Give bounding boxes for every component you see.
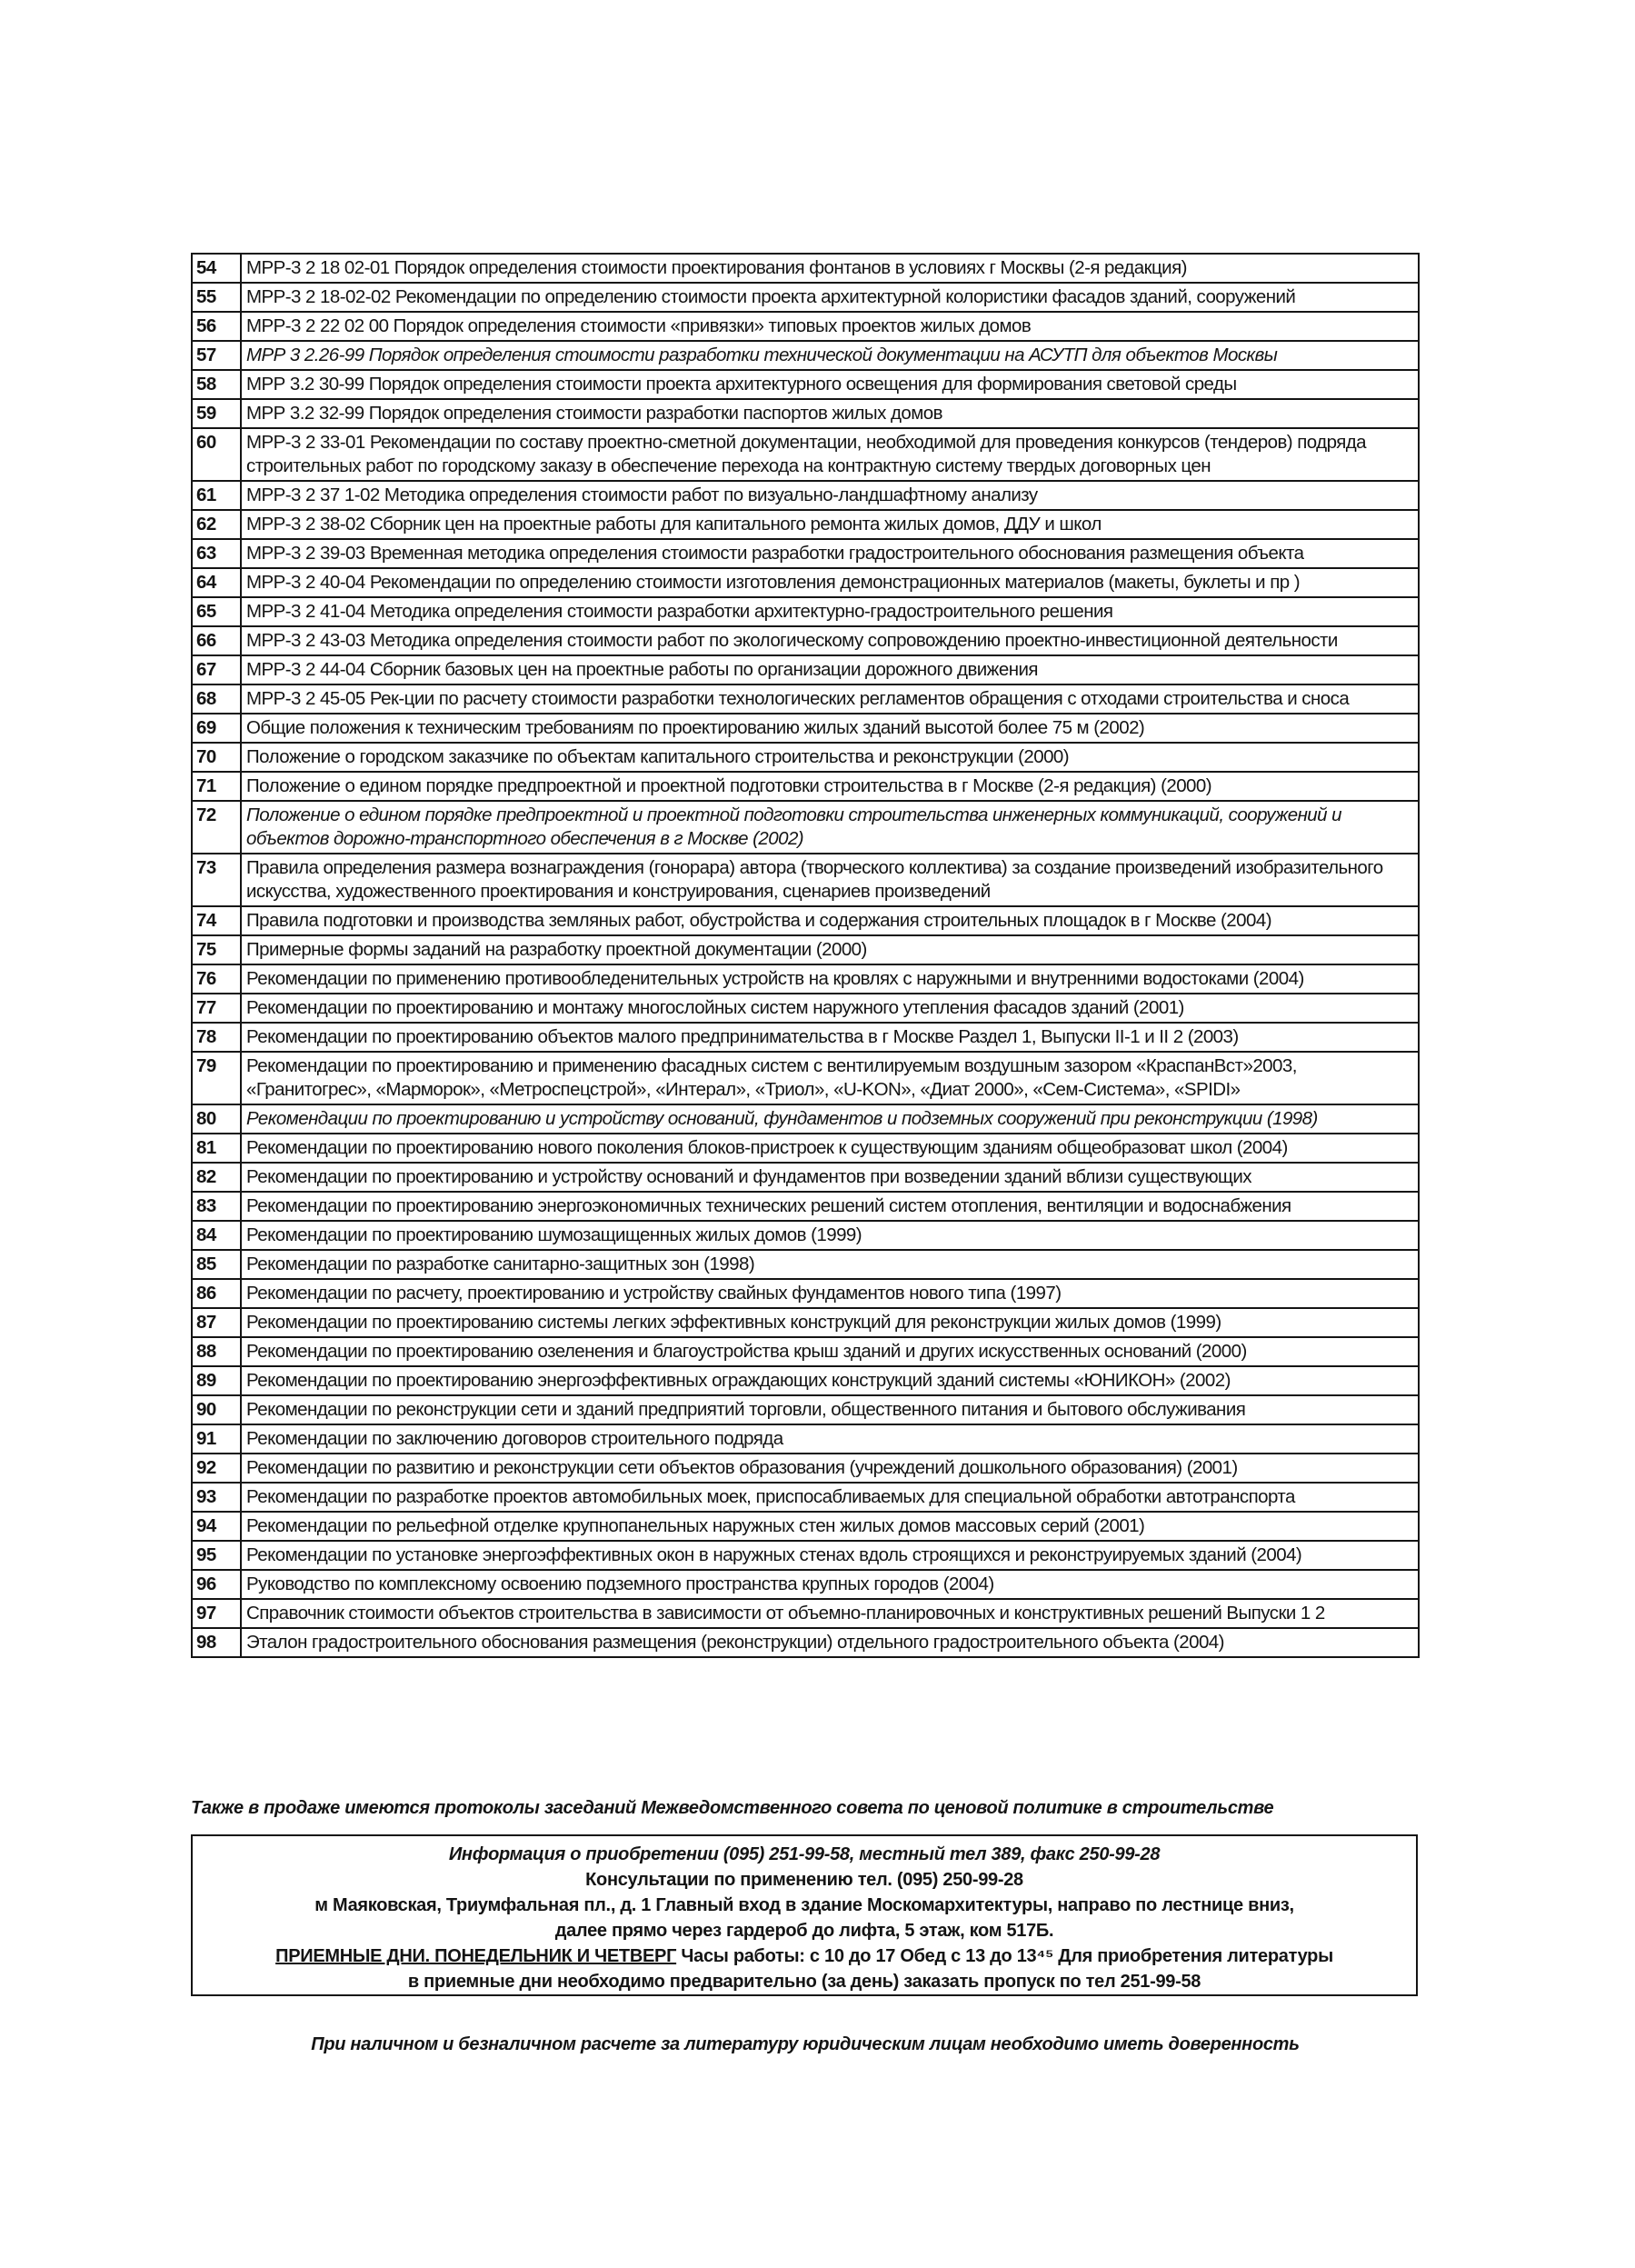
row-number: 95 xyxy=(192,1541,241,1570)
row-number: 70 xyxy=(192,743,241,772)
table-row xyxy=(192,1308,1419,1337)
row-number: 73 xyxy=(192,854,241,906)
table-row xyxy=(192,597,1419,626)
row-number: 57 xyxy=(192,341,241,370)
also-on-sale-note: Также в продаже имеются протоколы заседаний Межведомственного совета по ценовой политике в строительстве xyxy=(191,1798,1274,1818)
row-number: 76 xyxy=(192,964,241,994)
row-number: 98 xyxy=(192,1628,241,1657)
table-row xyxy=(192,854,1419,906)
document-title: МРР-3 2 39-03 Временная методика определения стоимости разработки градостроительного обоснования размещения объекта xyxy=(241,539,1419,568)
row-number: 71 xyxy=(192,772,241,801)
document-title: Рекомендации по проектированию шумозащищенных жилых домов (1999) xyxy=(241,1221,1419,1250)
document-title: МРР 3.2 32-99 Порядок определения стоимости разработки паспортов жилых домов xyxy=(241,399,1419,428)
table-row xyxy=(192,655,1419,684)
row-number: 81 xyxy=(192,1134,241,1163)
row-number: 64 xyxy=(192,568,241,597)
row-number: 91 xyxy=(192,1424,241,1454)
address-line: м Маяковская, Триумфальная пл., д. 1 Главный вход в здание Москомархитектуры, направо по лестнице вниз, xyxy=(314,1895,1294,1915)
table-row xyxy=(192,1023,1419,1052)
row-number: 96 xyxy=(192,1570,241,1599)
document-title: МРР-3 2 22 02 00 Порядок определения стоимости «привязки» типовых проектов жилых домов xyxy=(241,312,1419,341)
document-title: Рекомендации по реконструкции сети и зданий предприятий торговли, общественного питания и бытового обслуживания xyxy=(241,1395,1419,1424)
row-number: 88 xyxy=(192,1337,241,1366)
document-list-table xyxy=(191,253,1420,1658)
table-row xyxy=(192,626,1419,655)
row-number: 80 xyxy=(192,1104,241,1134)
table-row xyxy=(192,1512,1419,1541)
table-row xyxy=(192,743,1419,772)
document-title: Рекомендации по расчету, проектированию и устройству свайных фундаментов нового типа (1997) xyxy=(241,1279,1419,1308)
table-row xyxy=(192,772,1419,801)
table-row xyxy=(192,935,1419,964)
document-title: Положение о едином порядке предпроектной и проектной подготовки строительства инженерных коммуникаций, сооружений и объектов дорожно-транспортного обеспечения в г Москве (2002) xyxy=(241,801,1419,854)
document-title: МРР-3 2 18-02-02 Рекомендации по определению стоимости проекта архитектурной колористики фасадов зданий, сооружений xyxy=(241,283,1419,312)
document-title: Рекомендации по проектированию энергоэффективных ограждающих конструкций зданий системы «ЮНИКОН» (2002) xyxy=(241,1366,1419,1395)
document-title: Правила подготовки и производства земляных работ, обустройства и содержания строительных площадок в г Москве (2004) xyxy=(241,906,1419,935)
table-row xyxy=(192,1483,1419,1512)
document-title: Справочник стоимости объектов строительства в зависимости от объемно-планировочных и конструктивных решений Выпуски 1 2 xyxy=(241,1599,1419,1628)
row-number: 85 xyxy=(192,1250,241,1279)
table-row xyxy=(192,1337,1419,1366)
document-title: МРР-3 2 44-04 Сборник базовых цен на проектные работы по организации дорожного движения xyxy=(241,655,1419,684)
table-row xyxy=(192,801,1419,854)
row-number: 90 xyxy=(192,1395,241,1424)
row-number: 94 xyxy=(192,1512,241,1541)
table-row xyxy=(192,283,1419,312)
document-title: Рекомендации по проектированию объектов малого предпринимательства в г Москве Раздел 1, Выпуски II-1 и II 2 (2003) xyxy=(241,1023,1419,1052)
document-title: Руководство по комплексному освоению подземного пространства крупных городов (2004) xyxy=(241,1570,1419,1599)
row-number: 84 xyxy=(192,1221,241,1250)
table-row xyxy=(192,1134,1419,1163)
row-number: 65 xyxy=(192,597,241,626)
table-row xyxy=(192,1366,1419,1395)
table-row xyxy=(192,370,1419,399)
table-row xyxy=(192,1424,1419,1454)
table-row xyxy=(192,1163,1419,1192)
table-row xyxy=(192,906,1419,935)
table-row xyxy=(192,399,1419,428)
document-title: Правила определения размера вознаграждения (гонорара) автора (творческого коллектива) за создание произведений изобразительного искусства, художественного проектирования и конструирования, сценариев произведений xyxy=(241,854,1419,906)
row-number: 92 xyxy=(192,1454,241,1483)
document-title: МРР-3 2 18 02-01 Порядок определения стоимости проектирования фонтанов в условиях г Москвы (2-я редакция) xyxy=(241,254,1419,283)
document-title: Рекомендации по разработке проектов автомобильных моек, приспосабливаемых для специальной обработки автотранспорта xyxy=(241,1483,1419,1512)
table-row xyxy=(192,1628,1419,1657)
table-row xyxy=(192,714,1419,743)
row-number: 87 xyxy=(192,1308,241,1337)
table-row xyxy=(192,1250,1419,1279)
row-number: 66 xyxy=(192,626,241,655)
table-row xyxy=(192,1104,1419,1134)
document-title: МРР-3 2 41-04 Методика определения стоимости разработки архитектурно-градостроительного решения xyxy=(241,597,1419,626)
document-title: Рекомендации по проектированию и применению фасадных систем с вентилируемым воздушным зазором «КраспанВст»2003, «Гранитогрес», «Марморок», «Метроспецстрой», «Интерал», «Триол», «U-KON», «Диат 2000», «Сем-Система», «SPIDI» xyxy=(241,1052,1419,1104)
reception-days-label: ПРИЕМНЫЕ ДНИ. ПОНЕДЕЛЬНИК И ЧЕТВЕРГ xyxy=(275,1946,677,1966)
table-row xyxy=(192,994,1419,1023)
document-title: Эталон градостроительного обоснования размещения (реконструкции) отдельного градостроительного объекта (2004) xyxy=(241,1628,1419,1657)
row-number: 59 xyxy=(192,399,241,428)
document-title: Рекомендации по заключению договоров строительного подряда xyxy=(241,1424,1419,1454)
purchase-info-line: Информация о приобретении (095) 251-99-58, местный тел 389, факс 250-99-28 xyxy=(448,1844,1161,1864)
document-title: Рекомендации по разработке санитарно-защитных зон (1998) xyxy=(241,1250,1419,1279)
table-row xyxy=(192,1279,1419,1308)
document-title: Примерные формы заданий на разработку проектной документации (2000) xyxy=(241,935,1419,964)
row-number: 82 xyxy=(192,1163,241,1192)
table-row xyxy=(192,428,1419,481)
row-number: 72 xyxy=(192,801,241,854)
table-row xyxy=(192,1052,1419,1104)
working-hours-text: Часы работы: с 10 до 17 Обед с 13 до 13⁴⁵ Для приобретения литературы xyxy=(676,1946,1333,1966)
table-row xyxy=(192,1395,1419,1424)
table-row xyxy=(192,481,1419,510)
row-number: 69 xyxy=(192,714,241,743)
document-title: МРР-3 2 37 1-02 Методика определения стоимости работ по визуально-ландшафтному анализу xyxy=(241,481,1419,510)
document-title: Рекомендации по проектированию озеленения и благоустройства крыш зданий и других искусственных оснований (2000) xyxy=(241,1337,1419,1366)
table-row xyxy=(192,1541,1419,1570)
row-number: 54 xyxy=(192,254,241,283)
row-number: 79 xyxy=(192,1052,241,1104)
row-number: 93 xyxy=(192,1483,241,1512)
document-title: Общие положения к техническим требованиям по проектированию жилых зданий высотой более 75 м (2002) xyxy=(241,714,1419,743)
document-title: Рекомендации по проектированию и устройству оснований, фундаментов и подземных сооружений при реконструкции (1998) xyxy=(241,1104,1419,1134)
row-number: 86 xyxy=(192,1279,241,1308)
row-number: 78 xyxy=(192,1023,241,1052)
row-number: 89 xyxy=(192,1366,241,1395)
document-title: МРР 3 2.26-99 Порядок определения стоимости разработки технической документации на АСУТП для объектов Москвы xyxy=(241,341,1419,370)
table-row xyxy=(192,1454,1419,1483)
document-title: Рекомендации по развитию и реконструкции сети объектов образования (учреждений дошкольного образования) (2001) xyxy=(241,1454,1419,1483)
row-number: 60 xyxy=(192,428,241,481)
table-row xyxy=(192,341,1419,370)
document-title: МРР-3 2 40-04 Рекомендации по определению стоимости изготовления демонстрационных материалов (макеты, буклеты и пр ) xyxy=(241,568,1419,597)
document-title: МРР-3 2 33-01 Рекомендации по составу проектно-сметной документации, необходимой для проведения конкурсов (тендеров) подряда строительных работ по городскому заказу в обеспечение перехода на контрактную систему твердых договорных цен xyxy=(241,428,1419,481)
document-title: Рекомендации по рельефной отделке крупнопанельных наружных стен жилых домов массовых серий (2001) xyxy=(241,1512,1419,1541)
row-number: 62 xyxy=(192,510,241,539)
table-row xyxy=(192,539,1419,568)
row-number: 55 xyxy=(192,283,241,312)
table-row xyxy=(192,510,1419,539)
document-title: Положение о едином порядке предпроектной и проектной подготовки строительства в г Москве (2-я редакция) (2000) xyxy=(241,772,1419,801)
row-number: 56 xyxy=(192,312,241,341)
document-title: Рекомендации по проектированию и монтажу многослойных систем наружного утепления фасадов зданий (2001) xyxy=(241,994,1419,1023)
table-row xyxy=(192,568,1419,597)
row-number: 67 xyxy=(192,655,241,684)
document-title: МРР-3 2 45-05 Рек-ции по расчету стоимости разработки технологических регламентов обращения с отходами строительства и сноса xyxy=(241,684,1419,714)
document-title: Рекомендации по применению противообледенительных устройств на кровлях с наружными и внутренними водостоками (2004) xyxy=(241,964,1419,994)
document-title: Рекомендации по проектированию нового поколения блоков-пристроек к существующим зданиям общеобразоват школ (2004) xyxy=(241,1134,1419,1163)
row-number: 75 xyxy=(192,935,241,964)
table-row xyxy=(192,964,1419,994)
document-title: Рекомендации по установке энергоэффективных окон в наружных стенах вдоль строящихся и реконструируемых зданий (2004) xyxy=(241,1541,1419,1570)
document-title: Рекомендации по проектированию энергоэкономичных технических решений систем отопления, вентиляции и водоснабжения xyxy=(241,1192,1419,1221)
row-number: 83 xyxy=(192,1192,241,1221)
document-title: Рекомендации по проектированию системы легких эффективных конструкций для реконструкции жилых домов (1999) xyxy=(241,1308,1419,1337)
row-number: 61 xyxy=(192,481,241,510)
document-title: Рекомендации по проектированию и устройству оснований и фундаментов при возведении зданий вблизи существующих xyxy=(241,1163,1419,1192)
consultation-line: Консультации по применению тел. (095) 250-99-28 xyxy=(585,1870,1023,1890)
document-title: МРР 3.2 30-99 Порядок определения стоимости проекта архитектурного освещения для формирования световой среды xyxy=(241,370,1419,399)
document-title: МРР-3 2 38-02 Сборник цен на проектные работы для капитального ремонта жилых домов, ДДУ и школ xyxy=(241,510,1419,539)
table-row xyxy=(192,1221,1419,1250)
document-title: МРР-3 2 43-03 Методика определения стоимости работ по экологическому сопровождению проектно-инвестиционной деятельности xyxy=(241,626,1419,655)
table-body xyxy=(192,254,1419,1657)
table-row xyxy=(192,1192,1419,1221)
table-row xyxy=(192,312,1419,341)
purchase-info-box xyxy=(191,1834,1418,1996)
row-number: 68 xyxy=(192,684,241,714)
table-row xyxy=(192,1599,1419,1628)
pass-order-line: в приемные дни необходимо предварительно (за день) заказать пропуск по тел 251-99-58 xyxy=(407,1972,1201,1992)
table-row xyxy=(192,1570,1419,1599)
row-number: 97 xyxy=(192,1599,241,1628)
table-row xyxy=(192,254,1419,283)
document-title: Положение о городском заказчике по объектам капитального строительства и реконструкции (2000) xyxy=(241,743,1419,772)
footer-note: При наличном и безналичном расчете за литературу юридическим лицам необходимо иметь доверенность xyxy=(311,2034,1300,2054)
directions-line: далее прямо через гардероб до лифта, 5 этаж, ком 517Б. xyxy=(554,1921,1054,1941)
row-number: 74 xyxy=(192,906,241,935)
row-number: 63 xyxy=(192,539,241,568)
row-number: 77 xyxy=(192,994,241,1023)
reception-days-line xyxy=(193,1943,1416,1969)
table-row xyxy=(192,684,1419,714)
row-number: 58 xyxy=(192,370,241,399)
